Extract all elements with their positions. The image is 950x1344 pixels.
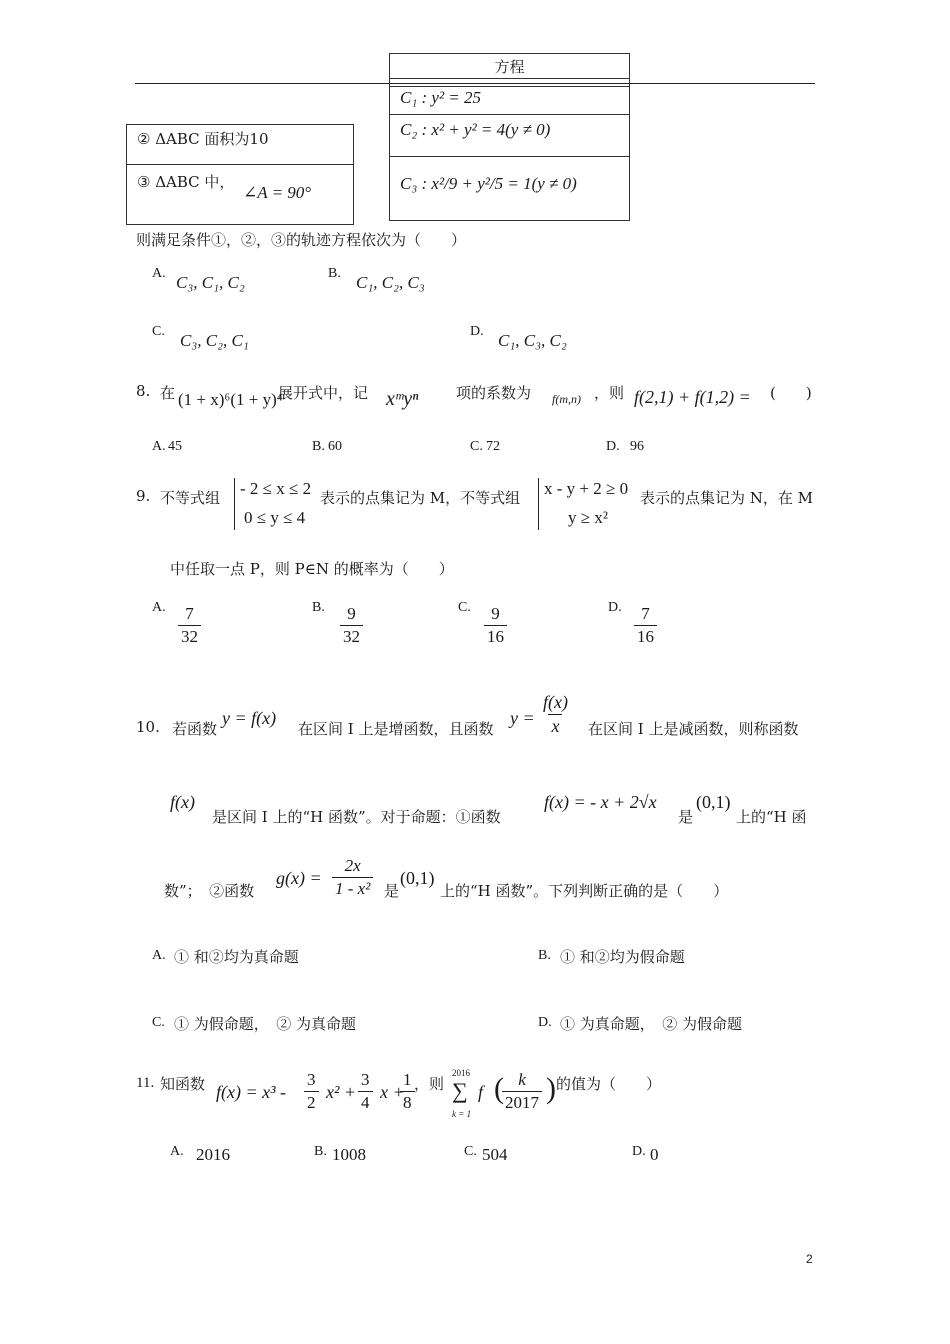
q8-fmn: f(m,n) bbox=[552, 392, 581, 406]
q9-brace-2 bbox=[538, 478, 539, 530]
q8-option-d: 96 bbox=[630, 439, 644, 454]
q10-line-2-func: f(x) = - x + 2√x bbox=[544, 792, 657, 812]
q7-stem: 则满足条件①，②，③的轨迹方程依次为（ ） bbox=[136, 231, 467, 249]
q9-option-a-label: A. bbox=[152, 600, 166, 615]
q7-option-c-label: C. bbox=[152, 324, 165, 339]
q11-paren-left: ( bbox=[494, 1072, 504, 1105]
q11-option-d: 0 bbox=[650, 1145, 659, 1164]
q10-line-3-interval: (0,1) bbox=[400, 868, 435, 888]
q8-expression: (1 + x)⁶(1 + y)⁴ bbox=[178, 390, 283, 409]
page-number: 2 bbox=[806, 1252, 813, 1266]
q9-brace-1 bbox=[234, 478, 235, 530]
q7-option-b-label: B. bbox=[328, 266, 341, 281]
q9-option-d-label: D. bbox=[608, 600, 622, 615]
q10-line-3-is: 是 bbox=[384, 882, 400, 900]
q9-system-1a: - 2 ≤ x ≤ 2 bbox=[240, 479, 312, 498]
q11-coef-3: $\frac{1}{8}$ bbox=[398, 1070, 417, 1113]
q11-option-a: 2016 bbox=[196, 1145, 230, 1164]
q9-system-1b: 0 ≤ y ≤ 4 bbox=[244, 508, 306, 527]
q9-number: 9. bbox=[136, 487, 151, 505]
q11-option-c-label: C. bbox=[464, 1144, 477, 1159]
q10-text-3: 在区间 I 上是减函数，则称函数 bbox=[588, 720, 799, 738]
q10-number: 10. bbox=[136, 718, 160, 736]
q8-option-b-label: B. bbox=[312, 439, 325, 454]
condition-table bbox=[126, 124, 354, 225]
q9-option-c: $\frac{9}{16}$ bbox=[482, 604, 509, 647]
q11-sum-upper: 2016 bbox=[452, 1068, 470, 1078]
q11-coef-2: $\frac{3}{4}$ bbox=[356, 1070, 375, 1113]
q11-sigma: ∑ bbox=[452, 1078, 468, 1103]
q10-line-2-text: 是区间 I 上的“H 函数”。对于命题：①函数 bbox=[212, 808, 501, 826]
q7-option-b: C₁, C₂, C₃ bbox=[356, 273, 425, 292]
q9-line-2: 中任取一点 P，则 P∈N 的概率为（ ） bbox=[170, 560, 454, 578]
equation-table bbox=[389, 53, 630, 221]
q11-text-1: 知函数 bbox=[160, 1075, 206, 1093]
q8-ask: f(2,1) + f(1,2) = bbox=[634, 387, 751, 407]
q10-option-a-label: A. bbox=[152, 948, 166, 963]
q11-paren-right: ) bbox=[546, 1072, 556, 1105]
q11-option-a-label: A. bbox=[170, 1144, 184, 1159]
q11-text-3: 的值为（ ） bbox=[556, 1075, 662, 1093]
q8-option-d-label: D. bbox=[606, 439, 620, 454]
q10-text-2: 在区间 I 上是增函数，且函数 bbox=[298, 720, 494, 738]
equation-c2: C₂ : x² + y² = 4(y ≠ 0) bbox=[400, 120, 551, 139]
condition-row-3b: ∠A = 90° bbox=[243, 183, 312, 202]
q10-option-b: ① 和②均为假命题 bbox=[560, 948, 685, 966]
q10-line-2-tail: 上的“H 函 bbox=[736, 808, 807, 826]
q10-option-c-label: C. bbox=[152, 1015, 165, 1030]
q8-text-1: 在 bbox=[160, 384, 176, 402]
q9-option-d: $\frac{7}{16}$ bbox=[632, 604, 659, 647]
q11-option-d-label: D. bbox=[632, 1144, 646, 1159]
q11-f: f bbox=[478, 1082, 484, 1102]
q11-function: f(x) = x³ - bbox=[216, 1082, 287, 1102]
q11-number: 11. bbox=[136, 1075, 155, 1091]
q11-text-2: ，则 bbox=[414, 1075, 445, 1093]
q10-line-3-frac: $\frac{2x}{\text{1 - x²}}$ bbox=[330, 856, 375, 899]
q8-text-4: ，则 bbox=[594, 384, 625, 402]
q9-text-1: 不等式组 bbox=[160, 489, 221, 507]
q11-arg-frac: $\frac{k}{2017}$ bbox=[500, 1070, 544, 1113]
q11-coef-1: $\frac{3}{2}$ bbox=[302, 1070, 321, 1113]
q10-text-1: 若函数 bbox=[172, 720, 218, 738]
q8-option-a: 45 bbox=[168, 439, 182, 454]
q7-option-a: C₃, C₁, C₂ bbox=[176, 273, 245, 292]
q7-option-d-label: D. bbox=[470, 324, 484, 339]
q7-option-a-label: A. bbox=[152, 266, 166, 281]
q10-func-1: y = f(x) bbox=[222, 708, 277, 728]
q10-line-2-fx: f(x) bbox=[170, 792, 195, 812]
q8-number: 8. bbox=[136, 382, 151, 400]
equation-c3: C₃ : x²/9 + y²/5 = 1(y ≠ 0) bbox=[400, 174, 577, 193]
q8-answer-paren: ( ) bbox=[770, 384, 812, 402]
q8-text-2: 展开式中，记 bbox=[278, 384, 369, 402]
q10-func-2-lhs: y = bbox=[510, 708, 535, 728]
q9-option-a: $\frac{7}{32}$ bbox=[176, 604, 203, 647]
q11-option-b: 1008 bbox=[332, 1145, 366, 1164]
q9-system-2b: y ≥ x² bbox=[568, 508, 608, 527]
q10-line-3-g: g(x) = bbox=[276, 868, 322, 888]
q10-line-3-tail: 上的“H 函数”。下列判断正确的是（ ） bbox=[440, 882, 729, 900]
q7-option-d: C₁, C₃, C₂ bbox=[498, 331, 567, 350]
equation-c1: C₁ : y² = 25 bbox=[400, 88, 482, 107]
q8-option-c-label: C. bbox=[470, 439, 483, 454]
q11-x1: x + bbox=[380, 1082, 405, 1102]
q10-line-2-interval: (0,1) bbox=[696, 792, 731, 812]
q9-option-c-label: C. bbox=[458, 600, 471, 615]
condition-row-3a: ③ ΔABC 中， bbox=[137, 173, 235, 191]
q11-sum-lower: k = 1 bbox=[452, 1109, 472, 1119]
q7-option-c: C₃, C₂, C₁ bbox=[180, 331, 249, 350]
q10-line-3-text: 数”； ②函数 bbox=[164, 882, 255, 900]
q10-option-d-label: D. bbox=[538, 1015, 552, 1030]
q8-term: xᵐyⁿ bbox=[386, 388, 419, 410]
q10-func-2-frac: $\frac{f(x)}{x}$ bbox=[543, 692, 568, 736]
q9-system-2a: x - y + 2 ≥ 0 bbox=[544, 479, 629, 498]
q9-option-b-label: B. bbox=[312, 600, 325, 615]
q9-option-b: $\frac{9}{32}$ bbox=[338, 604, 365, 647]
condition-row-2: ② ΔABC 面积为10 bbox=[137, 130, 269, 148]
q10-option-c: ① 为假命题， ② 为真命题 bbox=[174, 1015, 357, 1033]
q9-text-3: 表示的点集记为 N，在 M bbox=[640, 489, 814, 507]
q9-text-2: 表示的点集记为 M，不等式组 bbox=[320, 489, 521, 507]
q11-option-c: 504 bbox=[482, 1145, 508, 1164]
equation-table-header: 方程 bbox=[494, 58, 525, 76]
q10-line-2-is: 是 bbox=[678, 808, 694, 826]
q10-option-d: ① 为真命题， ② 为假命题 bbox=[560, 1015, 743, 1033]
q11-x2: x² + bbox=[326, 1082, 357, 1102]
q8-option-c: 72 bbox=[486, 439, 500, 454]
q10-option-b-label: B. bbox=[538, 948, 551, 963]
q10-option-a: ① 和②均为真命题 bbox=[174, 948, 299, 966]
q8-option-b: 60 bbox=[328, 439, 342, 454]
q8-option-a-label: A. bbox=[152, 439, 166, 454]
q11-option-b-label: B. bbox=[314, 1144, 327, 1159]
q8-text-3: 项的系数为 bbox=[456, 384, 532, 402]
